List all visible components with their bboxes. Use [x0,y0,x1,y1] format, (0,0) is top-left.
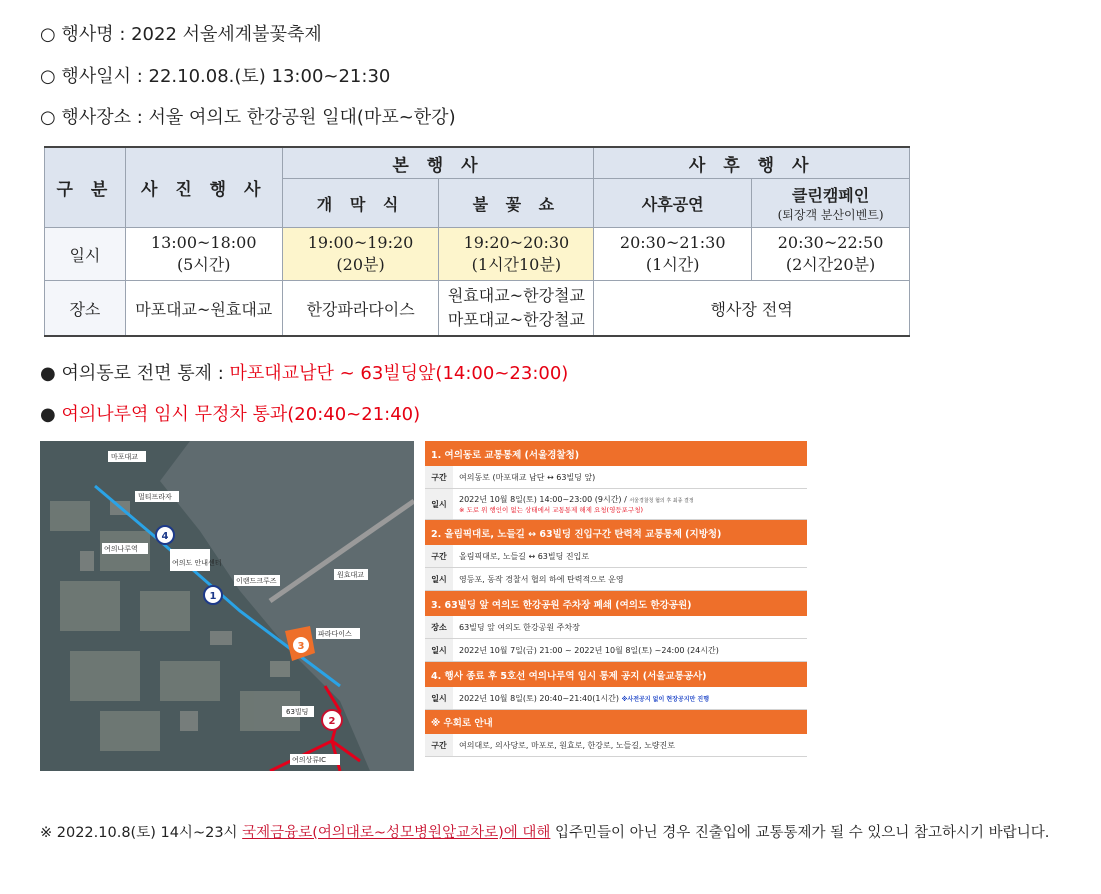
info-section-3: 3. 63빌딩 앞 여의도 한강공원 주차장 폐쇄 (여의도 한강공원) [425,591,807,616]
event-place: ○ 행사장소 : 서울 여의도 한강공원 일대(마포~한강) [40,107,456,128]
marker-4: 4 [161,531,169,542]
marker-1: 1 [209,591,217,602]
info-key: 일시 [425,639,453,661]
label-yeouisangnyu-jc: 여의상류IC [292,756,327,764]
info-tiny: 서울경찰청 협의 후 최종 결정 [629,498,694,504]
event-name: ○ 행사명 : 2022 서울세계불꽃축제 [40,24,322,45]
time-pre [125,228,282,281]
place-opening: 한강파라다이스 [282,281,439,337]
time-duration: (2시간20분) [785,255,876,274]
label-yeouido-center: 여의도 안내센터 [172,559,222,567]
place-line: 마포대교~한강철교 [447,310,585,329]
traffic-info-table [425,441,807,771]
info-row [425,616,807,639]
info-text: 2022년 10월 8일(토) 14:00~23:00 (9시간) / [459,495,630,504]
bullet-icon: ● [40,404,56,425]
bullet-icon: ● [40,363,56,384]
info-value-line [459,494,801,505]
info-key: 일시 [425,687,453,709]
time-fireworks [439,228,594,281]
schedule-table [44,146,910,337]
place-line: 원효대교~한강철교 [447,286,585,305]
time-opening [282,228,439,281]
info-value: 영등포, 동작 경찰서 협의 하에 탄력적으로 운영 [459,574,624,584]
info-row [425,466,807,489]
time-value: 13:00~18:00 [150,233,257,252]
place-fireworks [439,281,594,337]
time-duration: (5시간) [176,255,231,274]
info-row [425,639,807,662]
label-mapo-bridge: 마포대교 [111,453,139,461]
control-label: 여의동로 전면 통제 : [61,363,230,384]
info-key: 일시 [425,568,453,590]
clean-campaign-sub: (퇴장객 분산이벤트) [777,208,884,222]
info-key: 장소 [425,616,453,638]
aerial-map [40,441,414,771]
place-post: 행사장 전역 [594,281,910,337]
header-opening: 개 막 식 [282,179,439,228]
header-clean-campaign [752,179,910,228]
map-svg [40,441,414,771]
info-value [453,489,807,519]
label-wonhyo-bridge: 원효대교 [337,571,365,579]
time-value: 20:30~21:30 [619,233,726,252]
info-value-line [459,693,801,704]
info-value: 2022년 10월 7일(금) 21:00 ~ 2022년 10월 8일(토) ~24:00 (24시간) [459,645,719,655]
label-yeouinaru-station: 여의나루역 [104,545,138,553]
row-label-place: 장소 [45,281,126,337]
info-key: 구간 [425,545,453,567]
info-value: 여의동로 (마포대교 남단 ↔ 63빌딩 앞) [459,472,596,482]
time-value: 19:00~19:20 [307,233,414,252]
time-value: 19:20~20:30 [463,233,570,252]
header-main-event: 본 행 사 [282,147,594,179]
time-duration: (1시간10분) [471,255,562,274]
info-row [425,545,807,568]
info-row [425,687,807,710]
info-red-note: ※ 도로 위 행인이 없는 상태에서 교통통제 해제 요청(영등포구청) [459,506,644,514]
info-value: 63빌딩 앞 여의도 한강공원 주차장 [459,622,580,632]
info-value: 여의대로, 의사당로, 마포로, 원효로, 한강로, 노들길, 노량진로 [459,740,675,750]
time-duration: (1시간) [645,255,700,274]
marker-2: 2 [328,716,336,727]
clean-campaign-title: 클린캠페인 [791,186,870,205]
place-pre: 마포대교~원효대교 [125,281,282,337]
header-gubun: 구 분 [45,147,126,228]
header-post-event: 사 후 행 사 [594,147,910,179]
label-multiplaza: 멀티프라자 [138,493,172,501]
info-text: 2022년 10월 8일(토) 20:40~21:40(1시간) [459,693,622,703]
info-key: 구간 [425,466,453,488]
header-pre-event: 사 진 행 사 [125,147,282,228]
info-blue-note: ※사전공지 없이 현장공지만 진행 [621,695,710,703]
label-paradise: 파라다이스 [318,630,352,638]
info-value: 올림픽대로, 노들길 ↔ 63빌딩 진입로 [459,551,590,561]
note-prefix: ※ 2022.10.8(토) 14시~23시 [40,825,243,841]
time-clean [752,228,910,281]
label-63-building: 63빌딩 [286,708,309,716]
footnote [40,820,1080,847]
info-row [425,734,807,757]
header-fireworks: 불 꽃 쇼 [439,179,594,228]
info-section-2: 2. 올림픽대로, 노들길 ↔ 63빌딩 진입구간 탄력적 교통통제 (지방청) [425,520,807,545]
info-row [425,568,807,591]
event-date: ○ 행사일시 : 22.10.08.(토) 13:00~21:30 [40,66,391,87]
info-key: 일시 [425,489,453,519]
info-section-1: 1. 여의동로 교통통제 (서울경찰청) [425,441,807,466]
time-duration: (20분) [336,255,385,274]
info-section-4: 4. 행사 종료 후 5호선 여의나루역 임시 통제 공지 (서울교통공사) [425,662,807,687]
time-after-show [594,228,752,281]
info-row [425,489,807,520]
time-value: 20:30~22:50 [777,233,884,252]
info-value [453,687,807,709]
header-after-show: 사후공연 [594,179,752,228]
note-suffix: 입주민들이 아닌 경우 진출입에 교통통제가 될 수 있으니 참고하시기 바랍니다. [550,825,1050,841]
info-key: 구간 [425,734,453,756]
label-ehan-cruise: 이랜드크루즈 [236,577,277,585]
control-value: 마포대교남단 ~ 63빌딩앞(14:00~23:00) [229,363,569,384]
marker-3: 3 [297,641,305,652]
info-section-5: ※ 우회로 안내 [425,710,807,734]
note-road-link[interactable]: 국제금융로(여의대로~성모병원앞교차로)에 대해 [242,825,551,841]
control-line-2 [40,400,420,426]
control-line-1 [40,359,568,385]
row-label-time: 일시 [45,228,126,281]
control-station: 여의나루역 임시 무정차 통과(20:40~21:40) [61,404,421,425]
